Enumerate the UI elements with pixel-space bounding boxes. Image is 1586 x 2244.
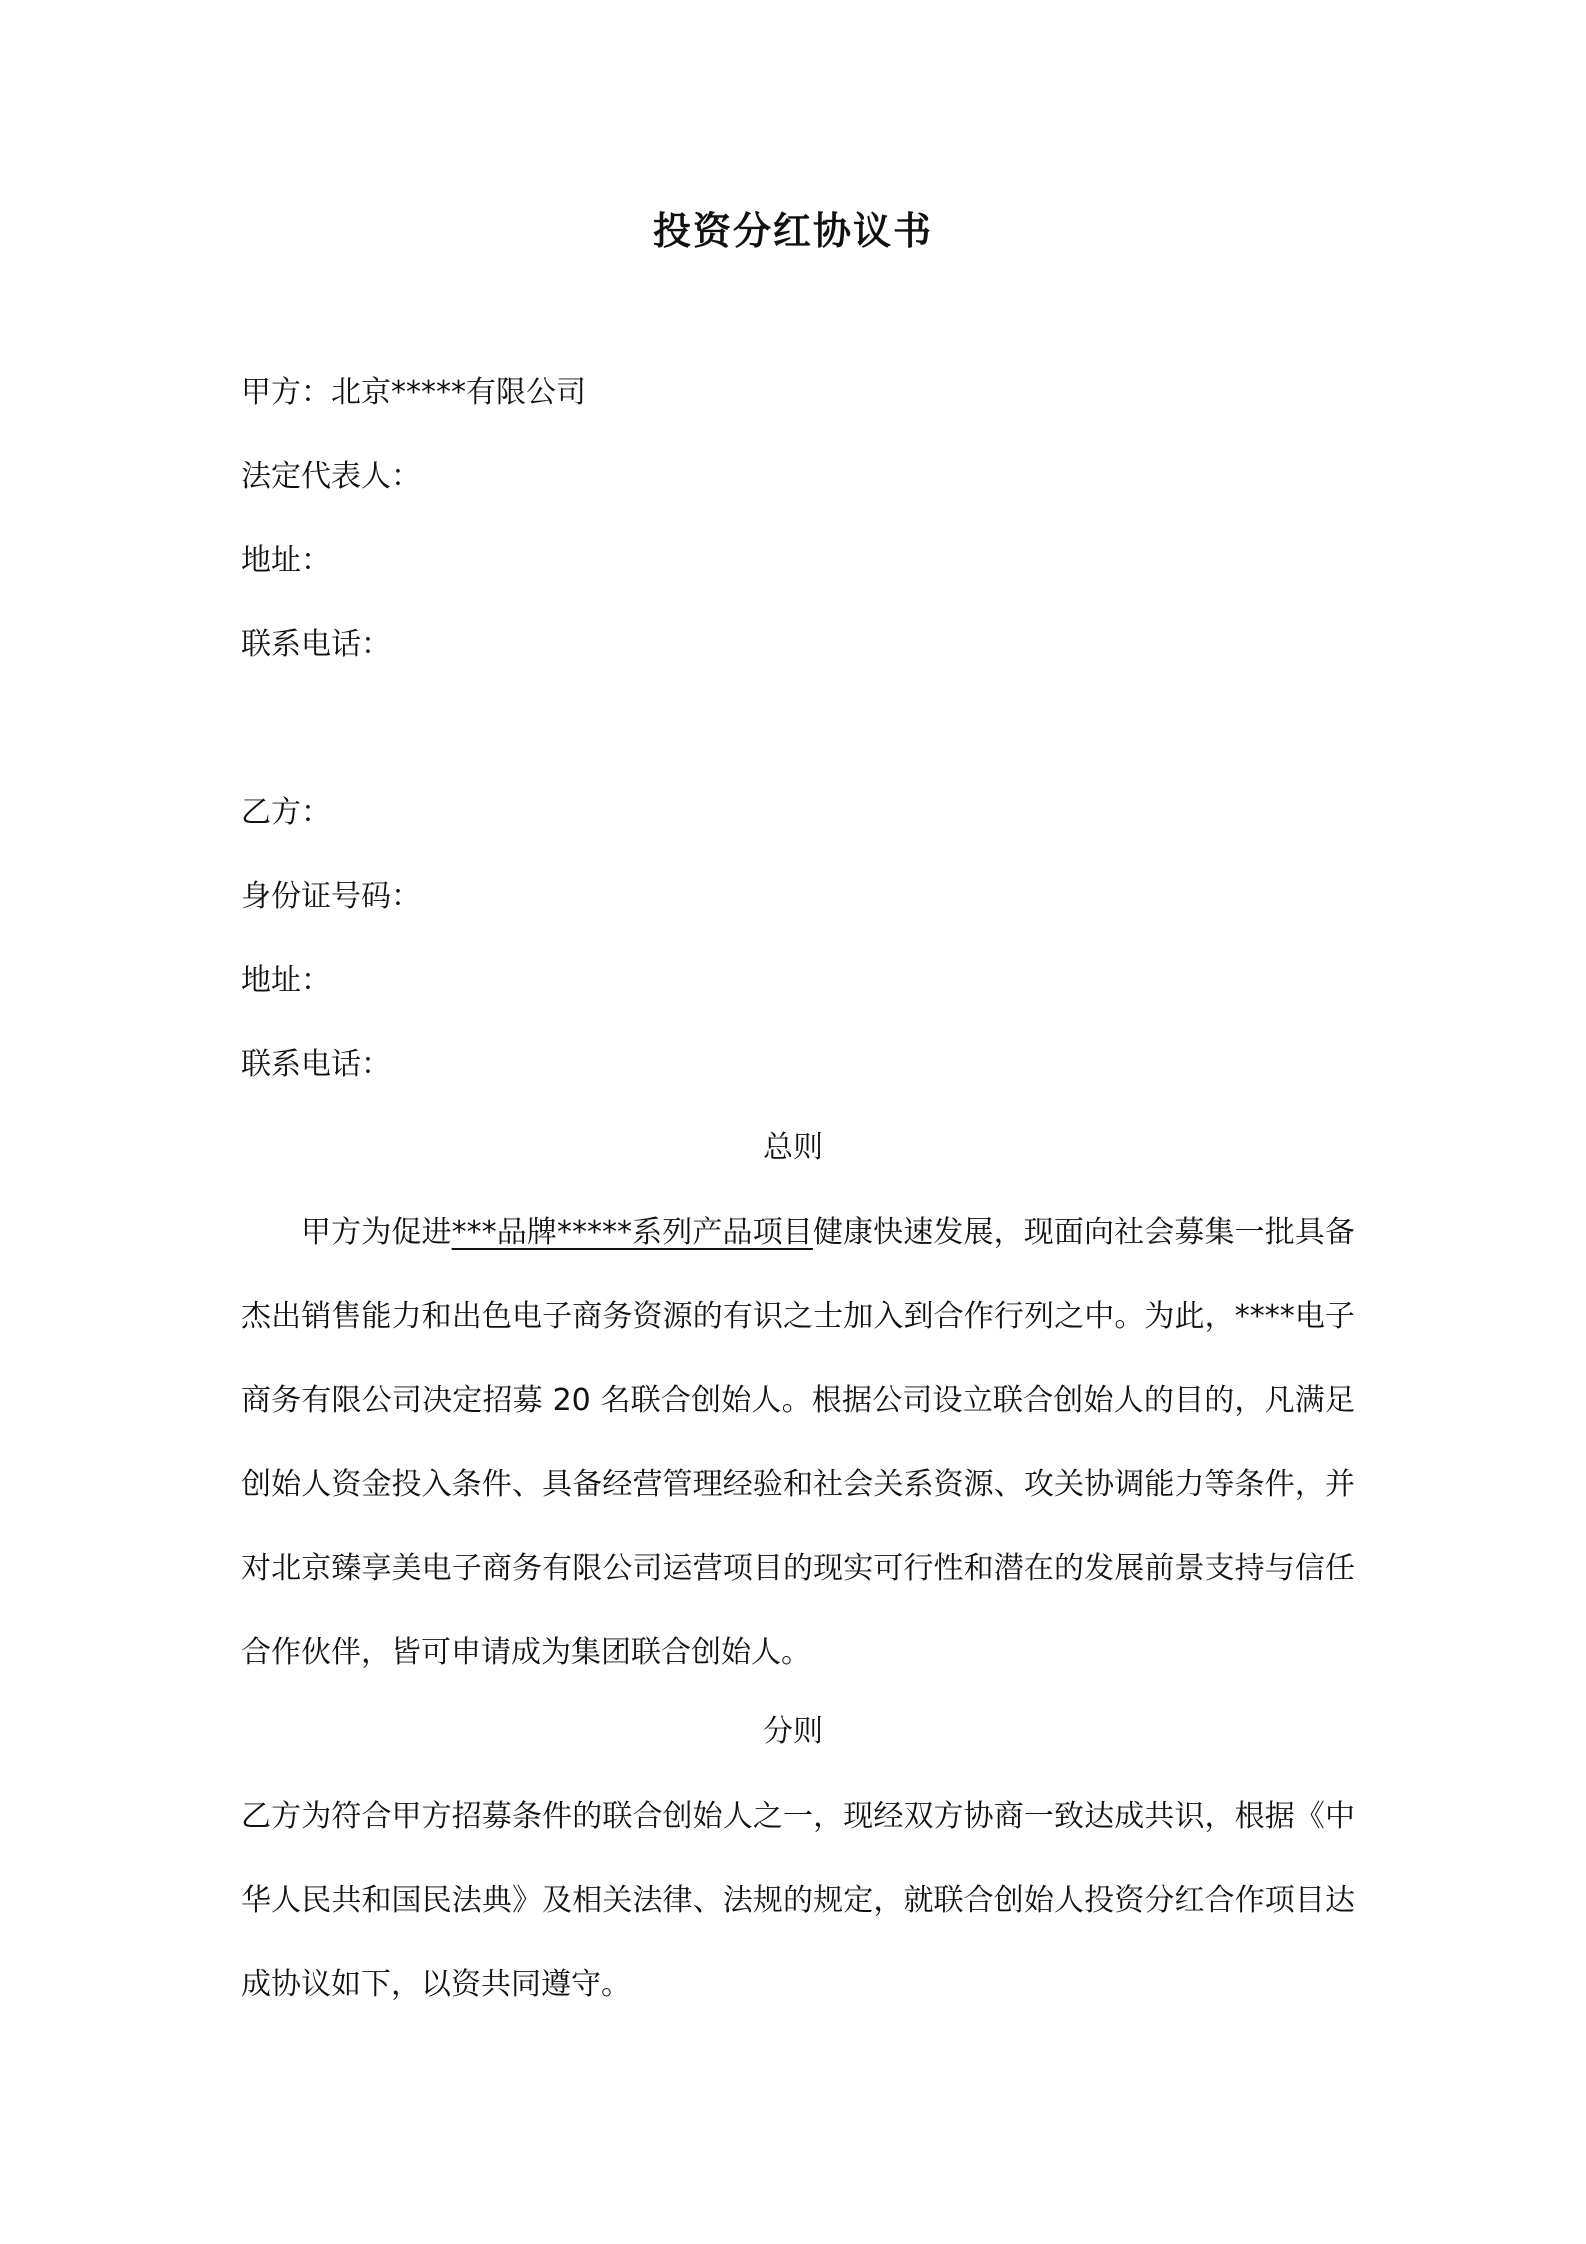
party-a-phone-line [241, 625, 391, 665]
general-paragraph [241, 1191, 1355, 1695]
party-a-rep-line [241, 457, 421, 497]
party-a-name-line [241, 373, 586, 413]
document-title: 投资分红协议书 [652, 209, 933, 253]
party-a-address-label: 地址： [241, 543, 331, 578]
party-b-name-label: 乙方： [241, 795, 331, 830]
party-b-address-line [241, 961, 331, 1001]
party-b-name-line [241, 793, 331, 833]
party-b-address-label: 地址： [241, 963, 331, 998]
general-paragraph-underlined: ***品牌*****系列产品项目 [451, 1215, 813, 1250]
party-a-phone-label: 联系电话： [241, 627, 391, 662]
party-a-rep-label: 法定代表人： [241, 459, 421, 494]
party-a-name-value: 北京*****有限公司 [331, 375, 586, 410]
party-b-phone-label: 联系电话： [241, 1047, 391, 1082]
party-b-id-line [241, 877, 421, 917]
party-b-id-label: 身份证号码： [241, 879, 421, 914]
specific-heading: 分则 [763, 1714, 823, 1749]
general-paragraph-rest: 健康快速发展，现面向社会募集一批具备杰出销售能力和出色电子商务资源的有识之士加入到合作行列之中。为此，****电子商务有限公司决定招募 20 名联合创始人。根据公司设立联合创始人的目的，凡满足创始人资金投入条件、具备经营管理经验和社会关系资源、攻关协调能力等条件，并对北京臻享美电子商务有限公司运营项目的现实可行性和潜在的发展前景支持与信任合作伙伴，皆可申请成为集团联合创始人。 [241, 1215, 1355, 1670]
party-a-name-label: 甲方： [241, 375, 331, 410]
specific-paragraph: 乙方为符合甲方招募条件的联合创始人之一，现经双方协商一致达成共识，根据《中华人民共和国民法典》及相关法律、法规的规定，就联合创始人投资分红合作项目达成协议如下，以资共同遵守。 [241, 1799, 1355, 2002]
party-a-address-line [241, 541, 331, 581]
party-b-phone-line [241, 1045, 391, 1085]
general-paragraph-start: 甲方为促进 [301, 1215, 452, 1250]
general-heading: 总则 [763, 1130, 823, 1165]
